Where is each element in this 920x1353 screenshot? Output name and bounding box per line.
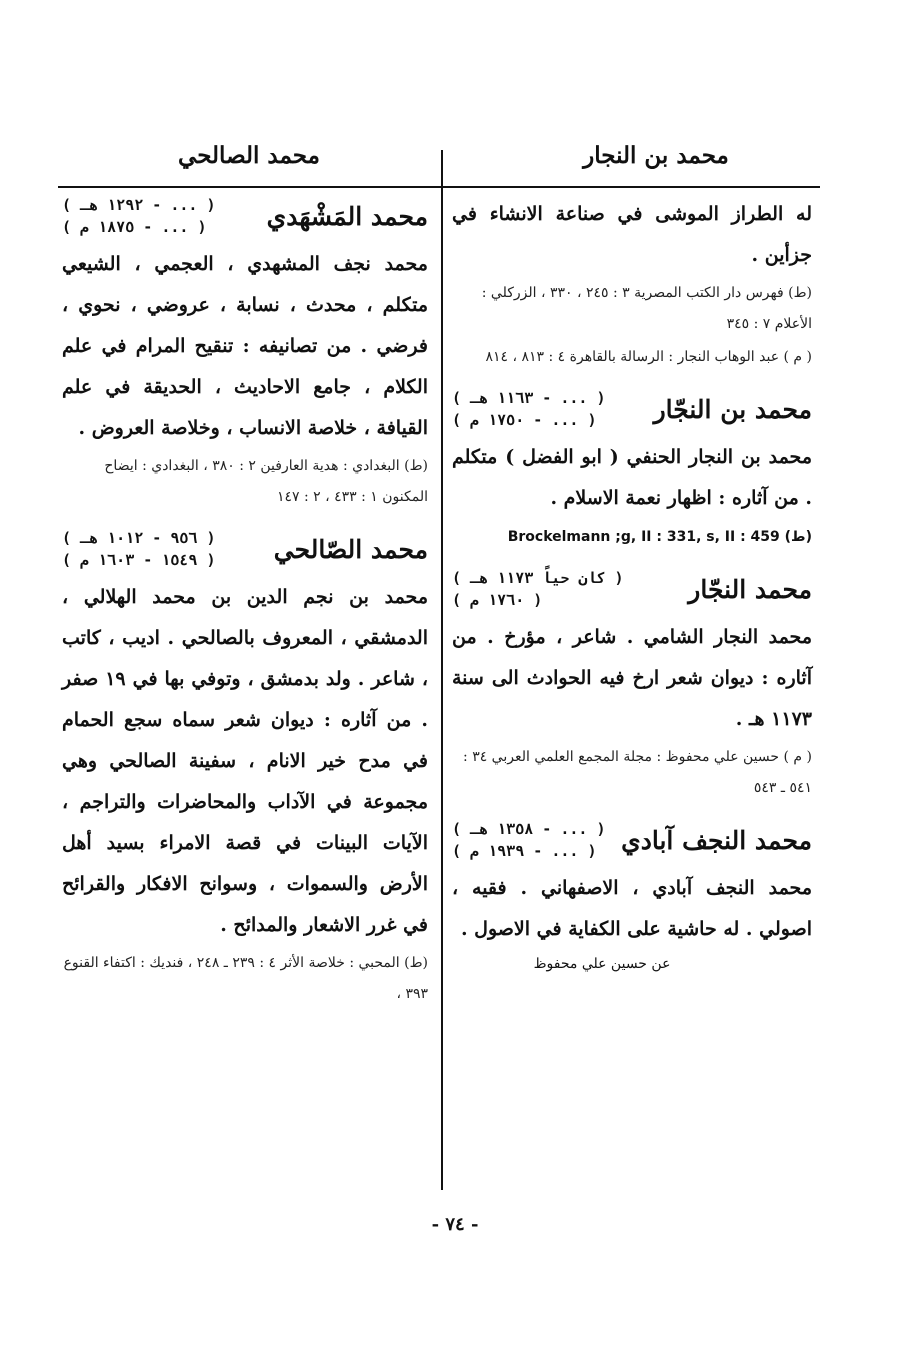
reference-line: Brockelmann ;g, II : 331, s, II : 459 (ط): [507, 529, 812, 545]
dates-hijri: ( ... - ١٢٩٢ هـ ): [62, 196, 216, 214]
page-number: - ٧٤ -: [431, 1214, 479, 1235]
entry-dates: [62, 194, 216, 238]
continuation-text: له الطراز الموشى في صناعة الانشاء في جزأين .: [452, 203, 812, 266]
reference-line: (ط) البغدادي : هدية العارفين ٢ : ٣٨٠ ، البغدادي : ايضاح المكنون ١ : ٤٣٣ ، ٢ : ١٤٧: [104, 458, 428, 505]
column-divider: [441, 150, 443, 1190]
right-column: [452, 194, 812, 986]
entry-dates: [452, 387, 606, 431]
entry-name: محمد بن النجّار: [653, 394, 812, 424]
reference-line: ( م ) عبد الوهاب النجار : الرسالة بالقاهرة ٤ : ٨١٣ ، ٨١٤: [485, 349, 812, 365]
dates-gregorian: ( ... - ١٨٧٥ م ): [62, 218, 207, 236]
dates-hijri: ( ... - ١٣٥٨ هـ ): [452, 820, 606, 838]
entry-heading: [62, 194, 428, 238]
dates-hijri: ( كان حياً ١١٧٣ هـ ): [452, 569, 624, 587]
entry-dates: [62, 527, 216, 571]
entry-heading: [62, 527, 428, 571]
reference-line: ( م ) حسين علي محفوظ : مجلة المجمع العلمي العربي ٣٤ : ٥٤١ ـ ٥٤٣: [463, 749, 812, 796]
entry-text: محمد بن النجار الحنفي ( ابو الفضل ) متكلم . من آثاره : اظهار نعمة الاسلام .: [452, 446, 812, 509]
left-column: [62, 194, 428, 1024]
entry-name: محمد النجف آبادي: [621, 825, 812, 855]
dates-gregorian: ( ١٧٦٠ م ): [452, 591, 543, 609]
entry-heading: [452, 387, 812, 431]
entry-heading: [452, 818, 812, 862]
dates-hijri: ( ٩٥٦ - ١٠١٢ هـ ): [62, 529, 216, 547]
entry-text: محمد نجف المشهدي ، العجمي ، الشيعي متكلم ، محدث ، نسابة ، عروضي ، نحوي ، فرضي . من تصانيفه : تنقيح المرام في علم الكلام ، جامع الاحاديث ، الحديقة في علم القيافة ، خلاصة الانساب ، وخلاصة العروض .: [62, 253, 428, 439]
dates-gregorian: ( ١٥٤٩ - ١٦٠٣ م ): [62, 551, 216, 569]
reference-line: (ط) فهرس دار الكتب المصرية ٣ : ٢٤٥ ، ٣٣٠ ، الزركلي : الأعلام ٧ : ٣٤٥: [481, 285, 812, 332]
dates-gregorian: ( ... - ١٩٣٩ م ): [452, 842, 597, 860]
entry-dates: [452, 567, 624, 611]
entry-text: محمد بن نجم الدين بن محمد الهلالي ، الدمشقي ، المعروف بالصالحي . اديب ، كاتب ، شاعر . ولد بدمشق ، وتوفي بها في ١٩ صفر . من آثاره : ديوان شعر سماه سجع الحمام في مدح خير الانام ، سفينة الصالحي وهي مجموعة في الآداب والمحاضرات والتراجم ، الآيات البينات في قصة الامراء بسيد أهل الأرض والسموات ، وسوانح الافكار والقرائح في غرر الاشعار والمدائح .: [62, 586, 428, 936]
reference-line: (ط) المحبي : خلاصة الأثر ٤ : ٢٣٩ ـ ٢٤٨ ، فنديك : اكتفاء القنوع ٣٩٣ ،: [63, 955, 428, 1002]
entry-al-salihi: [62, 527, 428, 1010]
entry-text: محمد النجار الشامي . شاعر ، مؤرخ . من آثاره : ديوان شعر ارخ فيه الحوادث الى سنة ١١٧٣ هـ .: [452, 626, 812, 730]
running-header-right: محمد بن النجار: [583, 142, 729, 169]
entry-dates: [452, 818, 606, 862]
entry-name: محمد المَشْهَدي: [266, 201, 428, 231]
entry-heading: [452, 567, 812, 611]
entry-ibn-al-najjar: [452, 387, 812, 553]
entry-name: محمد الصّالحي: [273, 534, 428, 564]
continuation-entry: [452, 194, 812, 373]
entry-signature: عن حسين علي محفوظ: [533, 956, 671, 972]
dates-hijri: ( ... - ١١٦٣ هـ ): [452, 389, 606, 407]
dates-gregorian: ( ... - ١٧٥٠ م ): [452, 411, 597, 429]
entry-al-najjar: [452, 567, 812, 804]
entry-al-mashhadi: [62, 194, 428, 513]
entry-al-najaf-abadi: [452, 818, 812, 972]
header-rule: [58, 186, 820, 188]
entry-text: محمد النجف آبادي ، الاصفهاني . فقيه ، اصولي . له حاشية على الكفاية في الاصول .: [452, 877, 812, 940]
running-header-left: محمد الصالحي: [178, 142, 320, 169]
entry-name: محمد النجّار: [688, 574, 812, 604]
